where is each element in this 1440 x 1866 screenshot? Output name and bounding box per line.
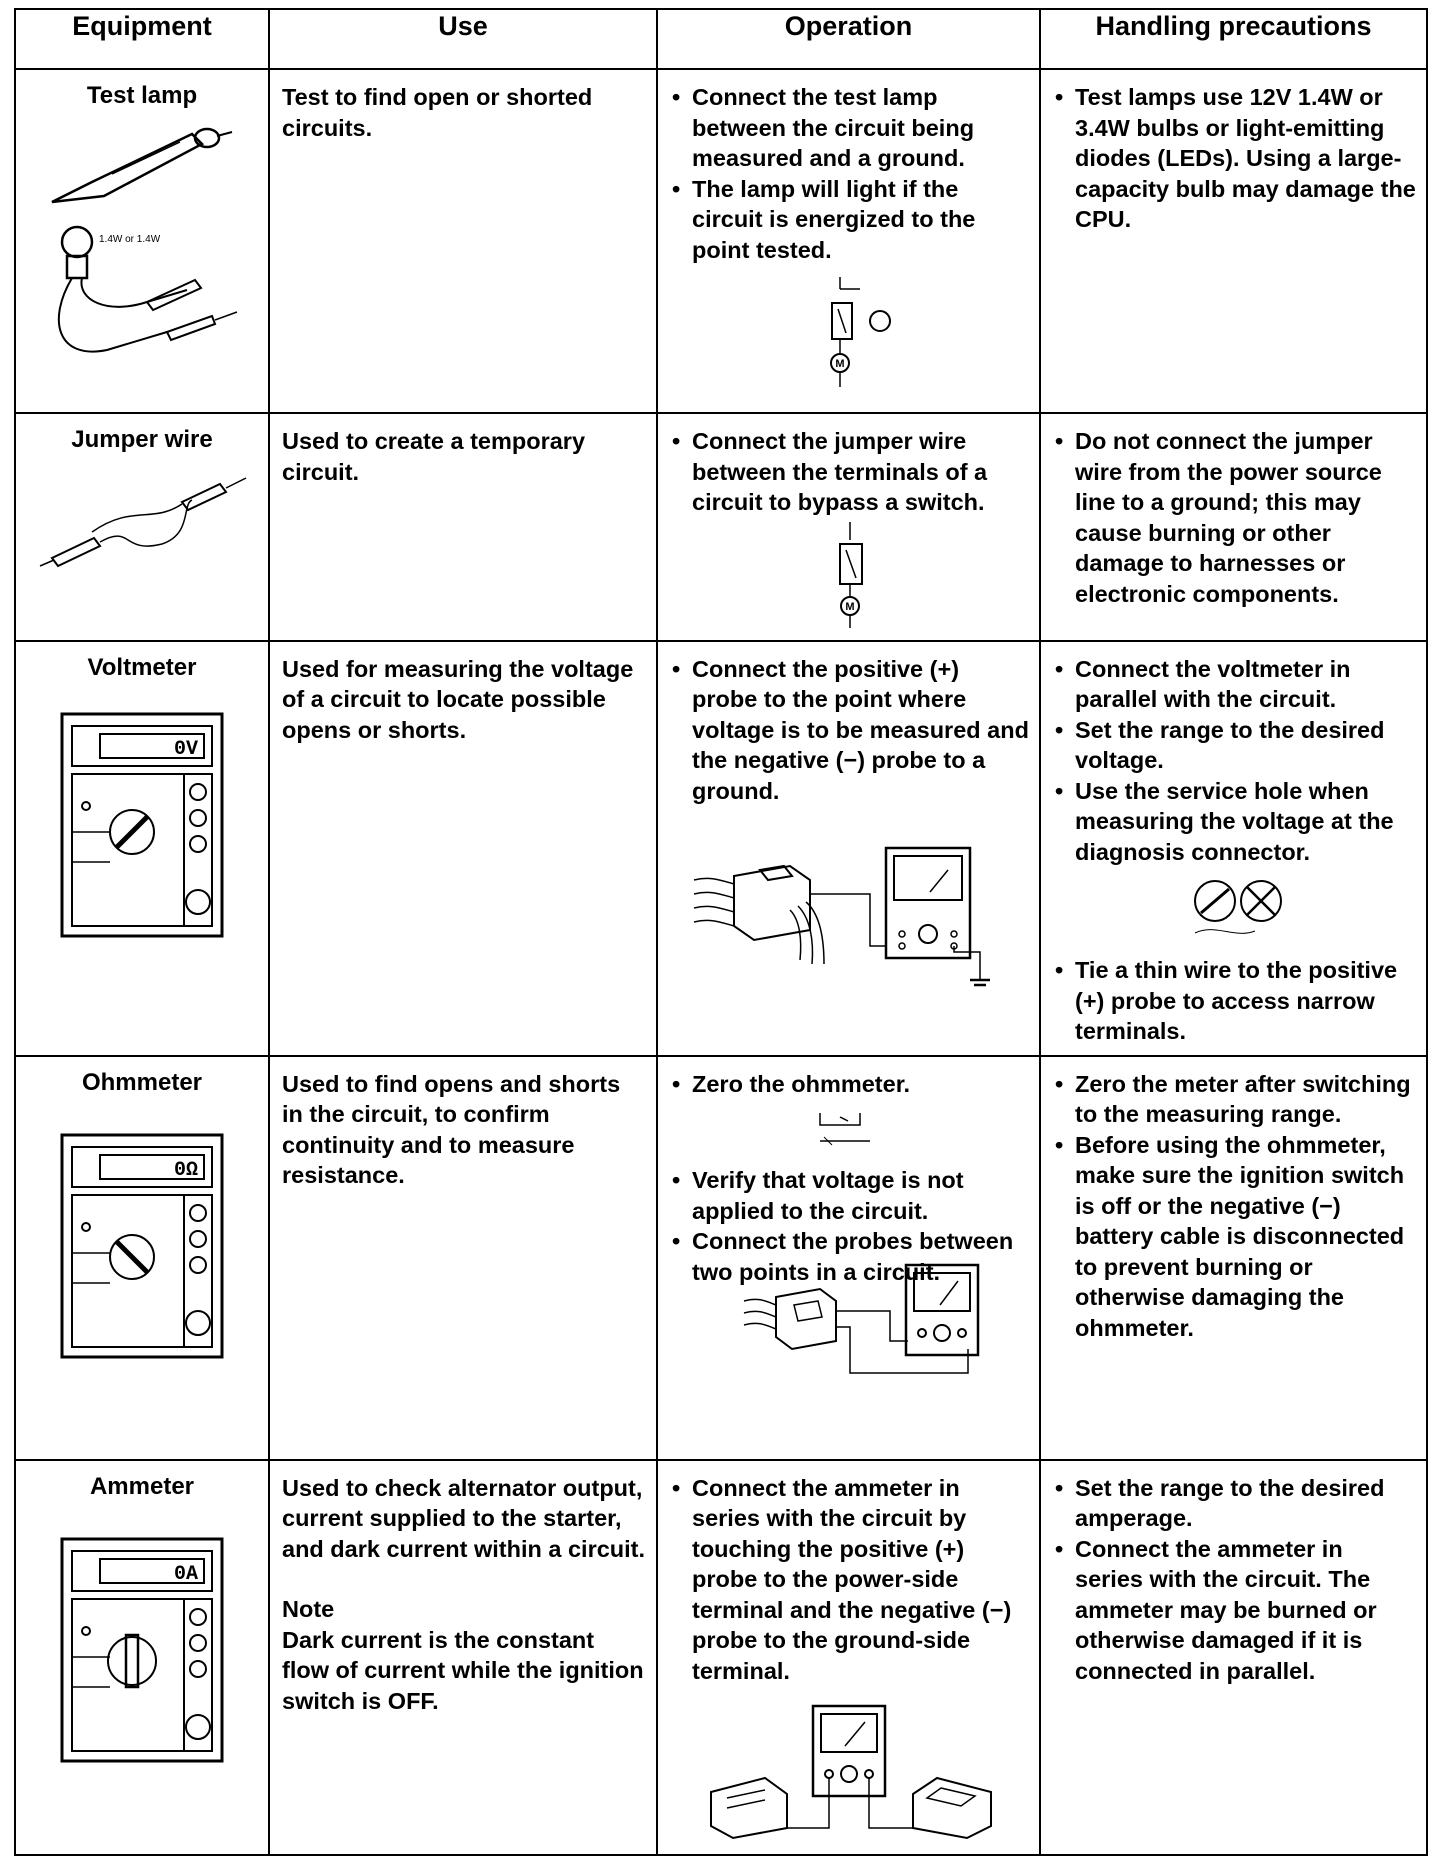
precautions-cell (1040, 641, 1427, 1056)
use-text: Used to create a temporary circuit. (282, 428, 586, 485)
table-row (15, 1460, 1427, 1856)
precautions-cell (1040, 69, 1427, 413)
precautions-cell (1040, 1460, 1427, 1856)
precaution-item: • Use the service hole when measuring the voltage at the diagnosis connector. (1053, 776, 1416, 868)
precaution-item: • Zero the meter after switching to the measuring range. (1053, 1069, 1416, 1130)
svg-text:M: M (844, 600, 855, 613)
precaution-item: • Tie a thin wire to the positive (+) probe to access narrow terminals. (1053, 955, 1416, 1047)
meter-display: 0V (173, 737, 198, 761)
equipment-name: Jumper wire (71, 426, 213, 453)
operation-cell (657, 641, 1040, 1056)
service-hole-diagram (1053, 873, 1416, 949)
precaution-item: • Connect the voltmeter in parallel with the circuit. (1053, 654, 1416, 715)
ammeter-connection-diagram (670, 1702, 1029, 1842)
equipment-cell (15, 1056, 269, 1460)
operation-cell (657, 413, 1040, 641)
precaution-item: • Test lamps use 12V 1.4W or 3.4W bulbs or light-emitting diodes (LEDs). Using a large-capacity bulb may damage the CPU. (1053, 82, 1416, 235)
precautions-cell (1040, 413, 1427, 641)
precaution-item: • Set the range to the desired amperage. (1053, 1473, 1416, 1534)
meter-display: 0Ω (173, 1158, 198, 1182)
use-text: Used to find opens and shorts in the circuit, to confirm continuity and to measure resistance. (282, 1070, 621, 1188)
header-equipment: Equipment (15, 9, 269, 69)
header-precautions: Handling precautions (1040, 9, 1427, 69)
precaution-item: • Connect the ammeter in series with the circuit. The ammeter may be burned or otherwise damaged if it is connected in parallel. (1053, 1534, 1416, 1687)
operation-item: • Zero the ohmmeter. (670, 1069, 1029, 1100)
operation-item: • Connect the probes between two points in a circuit. (670, 1226, 1029, 1287)
meter-display: 0A (173, 1562, 198, 1586)
voltmeter-illustration (22, 712, 262, 938)
operation-item: • The lamp will light if the circuit is energized to the point tested. (670, 174, 1029, 266)
operation-item: • Verify that voltage is not applied to the circuit. (670, 1165, 1029, 1226)
use-cell (269, 1056, 657, 1460)
equipment-cell (15, 641, 269, 1056)
equipment-name: Voltmeter (87, 653, 197, 681)
equipment-cell (15, 69, 269, 413)
test-lamp-bulb-illustration (22, 220, 262, 370)
operation-item: • Connect the jumper wire between the terminals of a circuit to bypass a switch. (670, 426, 1029, 518)
table-row (15, 69, 1427, 413)
equipment-name: Ohmmeter (81, 1068, 203, 1096)
operation-item: • Connect the test lamp between the circuit being measured and a ground. (670, 82, 1029, 174)
equipment-name: Ammeter (89, 1472, 195, 1500)
use-text: Used to check alternator output, current supplied to the starter, and dark current within a circuit. (282, 1474, 646, 1562)
operation-cell (657, 1460, 1040, 1856)
use-cell (269, 69, 657, 413)
bulb-label: 1.4W or 1.4W (99, 234, 161, 245)
svg-text:M: M (834, 358, 845, 370)
equipment-cell (15, 1460, 269, 1856)
equipment-table (14, 8, 1428, 1856)
header-row (15, 9, 1427, 69)
use-cell (269, 641, 657, 1056)
note-label: Note (282, 1596, 335, 1622)
ohmmeter-illustration (22, 1133, 262, 1359)
header-operation: Operation (657, 9, 1040, 69)
precaution-item: • Set the range to the desired voltage. (1053, 715, 1416, 776)
note-text: Dark current is the constant flow of current while the ignition switch is OFF. (282, 1626, 644, 1714)
zero-ohmmeter-diagram (670, 1105, 1029, 1157)
use-cell (269, 1460, 657, 1856)
table-row (15, 413, 1427, 641)
precautions-cell (1040, 1056, 1427, 1460)
header-use: Use (269, 9, 657, 69)
use-cell (269, 413, 657, 641)
use-text: Test to find open or shorted circuits. (282, 84, 593, 141)
table-row (15, 1056, 1427, 1460)
precaution-item: • Before using the ohmmeter, make sure the ignition switch is off or the negative (−) battery cable is disconnected to prevent burning or otherwise damaging the ohmmeter. (1053, 1130, 1416, 1344)
operation-item: • Connect the positive (+) probe to the point where voltage is to be measured and the negative (−) probe to a ground. (670, 654, 1029, 807)
test-lamp-pen-illustration (22, 110, 262, 220)
table-row (15, 641, 1427, 1056)
ammeter-illustration (22, 1537, 262, 1763)
jumper-circuit-diagram (670, 522, 1029, 632)
equipment-cell (15, 413, 269, 641)
equipment-name: Test lamp (86, 82, 198, 109)
operation-cell (657, 1056, 1040, 1460)
operation-item: • Connect the ammeter in series with the circuit by touching the positive (+) probe to the power-side terminal and the negative (−) probe to the ground-side terminal. (670, 1473, 1029, 1687)
jumper-wire-illustration (22, 454, 262, 574)
operation-cell (657, 69, 1040, 413)
test-lamp-circuit-diagram (670, 275, 1029, 395)
voltmeter-connection-diagram (670, 840, 1029, 990)
precaution-item: • Do not connect the jumper wire from the power source line to a ground; this may cause burning or other damage to harnesses or electronic components. (1053, 426, 1416, 609)
use-text: Used for measuring the voltage of a circuit to locate possible opens or shorts. (282, 655, 634, 743)
